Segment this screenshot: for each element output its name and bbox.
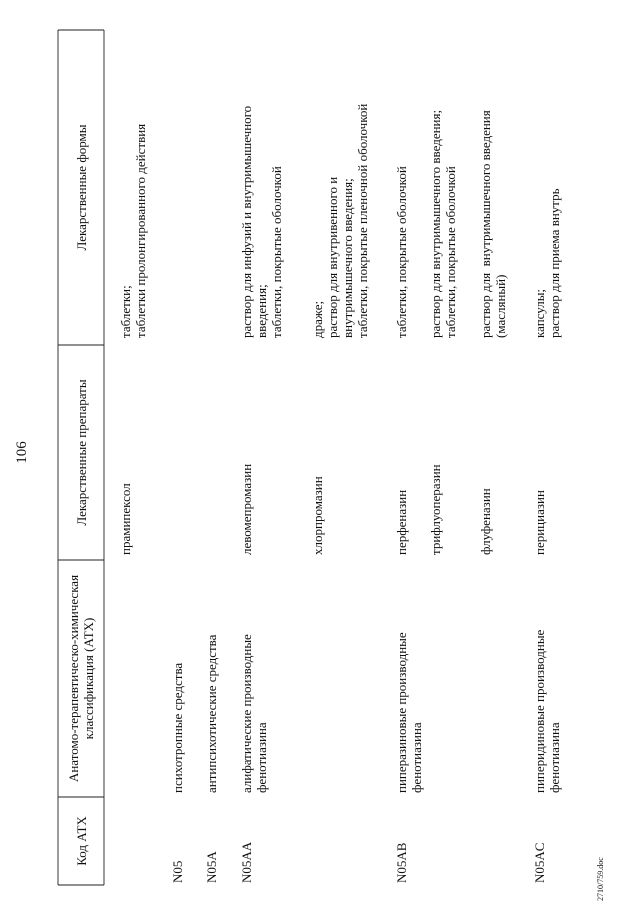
atc-class: пиперазиновые производные фенотиазина xyxy=(394,632,424,793)
header-code: Код АТХ xyxy=(73,816,89,866)
drug-forms: раствор для внутримышечного введения (масляный) xyxy=(478,110,508,338)
atc-class: алифатические производные фенотиазина xyxy=(239,634,269,793)
drug-name: перициазин xyxy=(532,490,547,555)
atc-code: N05AA xyxy=(239,841,254,883)
atc-class: психотропные средства xyxy=(170,662,185,793)
drug-name: перфеназин xyxy=(394,489,409,555)
header-atc: Анатомо-терапевтическо-химическая классификация (АТХ) xyxy=(66,574,96,783)
atc-class: пиперидиновые производные фенотиазина xyxy=(532,629,562,793)
atc-code: N05AB xyxy=(394,842,409,883)
drug-forms: раствор для внутримышечного введения; таблетки, покрытые оболочкой xyxy=(428,109,458,338)
atc-code: N05A xyxy=(204,851,219,883)
drug-forms: драже; раствор для внутривенного и внутримышечного введения; таблетки, покрытые пленочной оболочкой xyxy=(310,103,370,338)
drug-forms: таблетки, покрытые оболочкой xyxy=(394,166,409,338)
atc-code: N05AC xyxy=(532,842,547,883)
drug-name: левомепромазин xyxy=(239,463,254,555)
drug-name: прамипексол xyxy=(118,483,133,555)
header-forms: Лекарственные формы xyxy=(73,124,89,251)
drug-name: флуфеназин xyxy=(478,488,493,555)
drug-forms: раствор для инфузий и внутримышечного введения; таблетки, покрытые оболочкой xyxy=(239,105,284,338)
atc-class: антипсихотические средства xyxy=(204,634,219,793)
atc-code: N05 xyxy=(170,860,185,883)
drug-forms: таблетки; таблетки пролонгированного действия xyxy=(118,123,148,338)
page-number: 106 xyxy=(14,441,30,464)
header-drugs: Лекарственные препараты xyxy=(73,379,89,526)
drug-forms: капсулы; раствор для приема внутрь xyxy=(532,188,562,338)
drug-name: хлорпромазин xyxy=(310,476,325,555)
drug-name: трифлуоперазин xyxy=(428,464,443,555)
document-id: 2710/759.doc xyxy=(596,857,605,901)
